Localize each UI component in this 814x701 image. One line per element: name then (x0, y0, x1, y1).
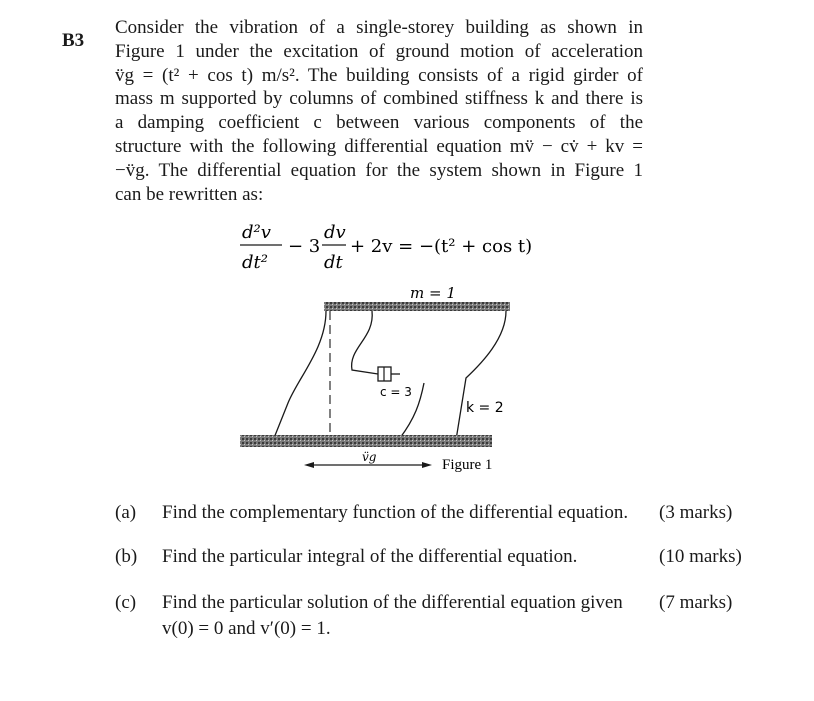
intro-line-8: can be rewritten as: (115, 183, 264, 205)
part-b-marks: (10 marks) (659, 546, 742, 567)
intro-line-6: structure with the following differential equation mv̈ − cv̇ + kv = (115, 135, 643, 157)
part-c-text: Find the particular solution of the differential equation given (162, 592, 623, 613)
part-a-label: (a) (115, 502, 137, 523)
eq-minus3: − 3 (288, 236, 321, 257)
intro-line-7: −v̈g. The differential equation for the system shown in Figure 1 (115, 159, 643, 181)
part-b-text: Find the particular integral of the differential equation. (162, 546, 578, 567)
intro-line-5: a damping coefficient c between various components of the (115, 112, 643, 134)
stiffness-label: k = 2 (466, 400, 504, 416)
damper-arm (352, 311, 378, 374)
intro-line-1: Consider the vibration of a single-storey building as shown in (115, 17, 643, 38)
part-c-label: (c) (115, 592, 137, 613)
left-column (274, 311, 326, 438)
intro-line-4: mass m supported by columns of combined stiffness k and there is (115, 88, 643, 110)
intro-line-3: v̈g = (t² + cos t) m/s². The building consists of a rigid girder of (115, 64, 643, 86)
equation-svg (232, 220, 552, 276)
mass-label: m = 1 (410, 284, 456, 302)
part-a-text: Find the complementary function of the differential equation. (162, 502, 629, 523)
building-diagram (230, 278, 530, 478)
arrow-left-head-icon (304, 462, 314, 468)
eq-den2: dt (324, 252, 343, 273)
part-c-text-2: v(0) = 0 and v′(0) = 1. (162, 618, 331, 639)
damper-label: c = 3 (380, 385, 412, 399)
figure-1 (230, 278, 530, 483)
eq-den1: dt² (242, 252, 268, 273)
question-number: B3 (62, 30, 85, 51)
differential-equation (232, 220, 552, 276)
eq-num2: dv (324, 222, 346, 243)
right-column (456, 311, 506, 440)
eq-num1: d²v (242, 222, 271, 243)
part-b-label: (b) (115, 546, 138, 567)
figure-caption: Figure 1 (442, 457, 493, 473)
rigid-girder (324, 302, 510, 311)
intro-line-2: Figure 1 under the excitation of ground motion of acceleration (115, 40, 643, 62)
question-intro (115, 16, 643, 206)
eq-rest: + 2v = −(t² + cos t) (350, 236, 533, 257)
part-c-marks: (7 marks) (659, 592, 733, 613)
arrow-right-head-icon (422, 462, 432, 468)
ground-base (240, 435, 492, 447)
ground-accel-label: v̈g (362, 450, 377, 464)
part-a-marks: (3 marks) (659, 502, 733, 523)
